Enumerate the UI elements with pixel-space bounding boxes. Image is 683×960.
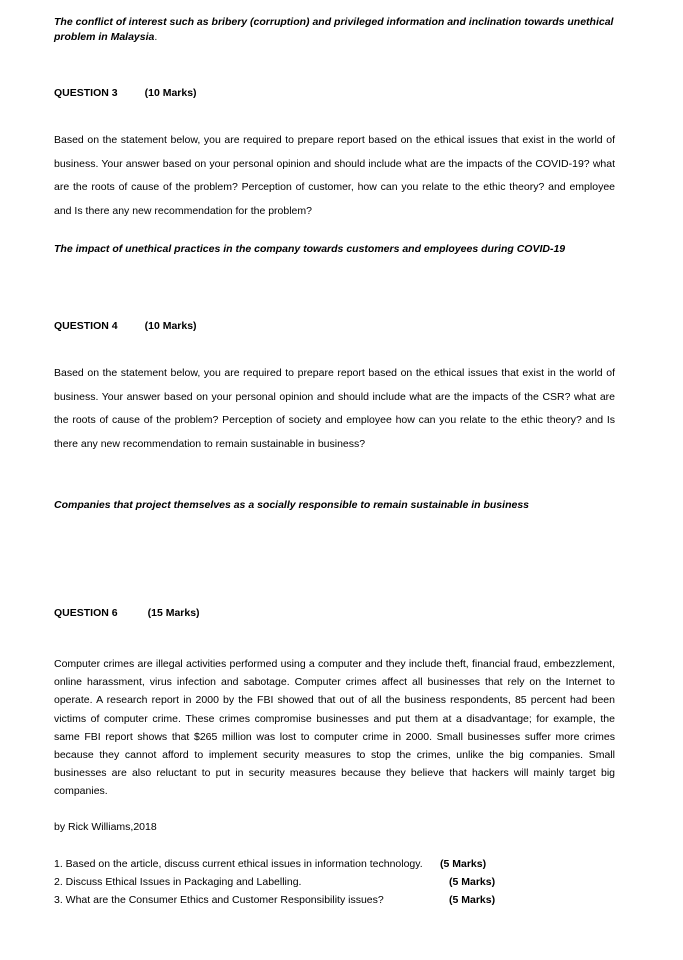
question-3-marks: (10 Marks) [144,87,197,99]
question-4-label: QUESTION 4 [54,320,118,332]
question-3-heading [54,87,615,99]
question-4-marks: (10 Marks) [144,320,197,332]
question-6-list [54,855,514,909]
question-4-statement: Companies that project themselves as a socially responsible to remain sustainable in business [54,499,529,511]
intro-title [54,15,615,44]
list-item-text: 3. What are the Consumer Ethics and Customer Responsibility issues? [54,894,384,906]
list-item-text: 2. Discuss Ethical Issues in Packaging and Labelling. [54,876,302,888]
list-item [54,855,514,873]
question-4-heading [54,320,615,332]
question-6-label: QUESTION 6 [54,607,118,619]
question-3-body: Based on the statement below, you are required to prepare report based on the ethical issues that exist in the world of business. Your answer based on your personal opinion and should include what are the impacts of the COVID-19? what are the roots of cause of the problem? Perception of customer, how can you relate to the ethic theory? and employee and Is there any new recommendation for the problem? [54,134,615,217]
intro-title-period: . [154,30,158,43]
question-6-marks: (15 Marks) [147,607,200,619]
question-6-heading [54,607,615,619]
list-item-marks: (5 Marks) [449,876,496,888]
list-item-marks: (5 Marks) [449,894,496,906]
list-item [54,891,514,909]
question-3-label: QUESTION 3 [54,87,118,99]
list-item-marks: (5 Marks) [440,858,487,870]
list-item [54,873,514,891]
list-item-text: 1. Based on the article, discuss current ethical issues in information technology. [54,858,423,870]
question-3-statement: The impact of unethical practices in the company towards customers and employees during COVID-19 [54,243,566,255]
question-4-body: Based on the statement below, you are required to prepare report based on the ethical issues that exist in the world of business. Your answer based on your personal opinion and should include what are the impacts of the CSR? what are the roots of cause of the problem? Perception of society and employee how can you relate to the ethic theory? and Is there any new recommendation to remain sustainable in business? [54,367,615,450]
intro-title-text: The conflict of interest such as bribery (corruption) and privileged information and inclination towards unethical problem in Malaysia [54,16,614,43]
question-6-article: Computer crimes are illegal activities performed using a computer and they include theft, financial fraud, embezzlement, online harassment, virus infection and sabotage. Computer crimes affect all businesses that rely on the Internet to operate. A research report in 2000 by the FBI showed that out of all the business respondents, 85 percent had been victims of computer crime. These crimes compromise businesses and put them at a disadvantage; for example, the same FBI report shows that $265 million was lost to computer crime in 2000. Small businesses suffer more crimes because they cannot afford to implement security measures to stop the crimes, unlike the big companies. Small businesses are also reluctant to put in security measures because they believe that hackers will mainly target big companies. [54,658,615,798]
article-byline: by Rick Williams,2018 [54,821,157,833]
